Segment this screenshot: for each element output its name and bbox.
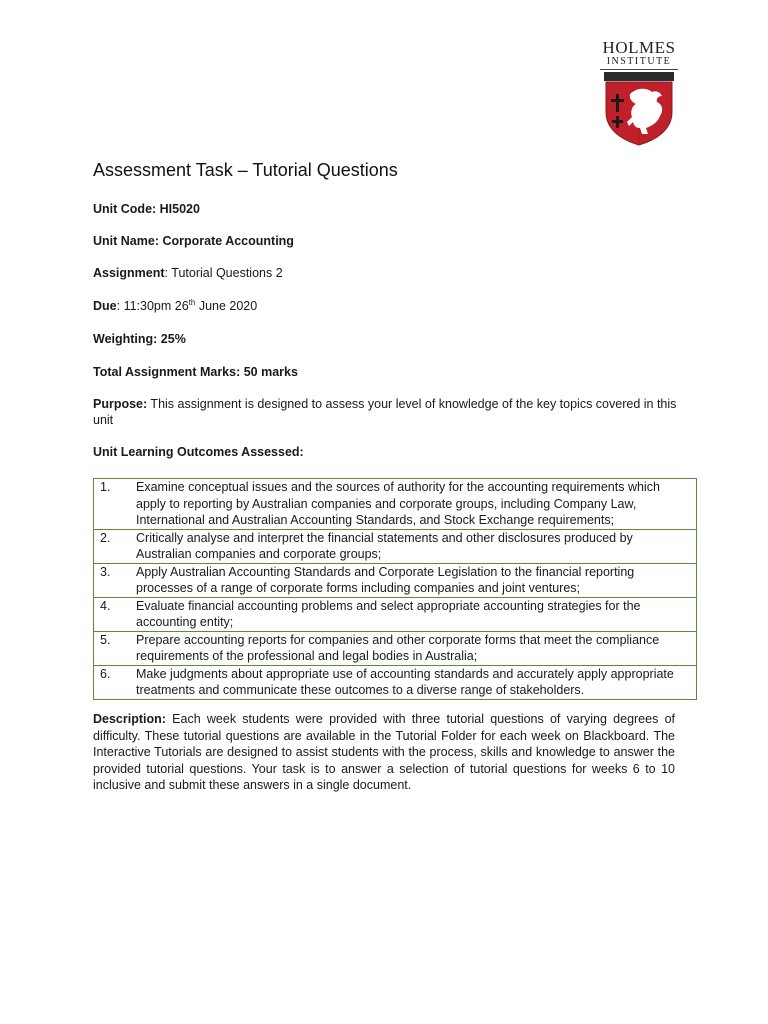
unit-name [93,233,294,249]
outcome-text: Prepare accounting reports for companies and other corporate forms that meet the compliance requirements of the professional and legal bodies in Australia; [136,631,697,665]
outcome-text: Apply Australian Accounting Standards and Corporate Legislation to the financial reporting processes of a range of corporate forms including companies and joint ventures; [136,563,697,597]
due-month-year: June 2020 [195,299,258,313]
outcome-text: Evaluate financial accounting problems and select appropriate accounting strategies for the accounting entity; [136,597,697,631]
assignment-label: Assignment [93,266,165,280]
outcome-text: Critically analyse and interpret the financial statements and other disclosures produced by Australian companies and corporate groups; [136,529,697,563]
total-marks-label: Total Assignment Marks: 50 marks [93,365,298,379]
description-paragraph [93,711,675,794]
outcome-number: 1. [94,479,137,530]
outcome-number: 2. [94,529,137,563]
assignment-field [93,265,283,281]
unit-name-label: Unit Name: Corporate Accounting [93,234,294,248]
outcome-number: 6. [94,665,137,699]
unit-code-label: Unit Code: HI5020 [93,202,200,216]
due-ordinal: th [188,297,196,307]
table-row [94,563,697,597]
assignment-value: : Tutorial Questions 2 [164,266,283,280]
outcome-number: 5. [94,631,137,665]
description-label: Description: [93,712,166,726]
page-title: Assessment Task – Tutorial Questions [93,160,398,180]
logo-name: HOLMES [602,38,676,57]
purpose-paragraph [93,396,683,428]
outcome-number: 4. [94,597,137,631]
shield-crest-icon [602,72,676,146]
table-row [94,479,697,530]
table-row [94,597,697,631]
description-text: Each week students were provided with three tutorial questions of varying degrees of difficulty. These tutorial questions are available in the Tutorial Folder for each week on Blackboard. The Interactive Tutorials are designed to assist students with the process, skills and knowledge to answer the provided tutorial questions. Your task is to answer a selection of tutorial questions for weeks 6 to 10 inclusive and submit these answers in a single document. [93,712,675,793]
unit-code [93,201,200,217]
purpose-label: Purpose: [93,397,148,411]
holmes-institute-logo [598,40,680,146]
logo-subtitle: INSTITUTE [600,56,678,70]
weighting-label: Weighting: 25% [93,332,186,346]
table-row [94,665,697,699]
weighting-field [93,331,186,347]
outcome-number: 3. [94,563,137,597]
learning-outcomes-table [93,478,697,700]
outcome-text: Make judgments about appropriate use of accounting standards and accurately apply appropriate treatments and communicate these outcomes to a diverse range of stakeholders. [136,665,697,699]
due-label: Due [93,299,117,313]
due-field [93,298,257,314]
due-value: : 11:30pm 26 [116,299,189,313]
total-marks-field [93,364,298,380]
learning-outcomes-heading: Unit Learning Outcomes Assessed: [93,445,304,459]
table-row [94,631,697,665]
outcome-text: Examine conceptual issues and the sources of authority for the accounting requirements which apply to reporting by Australian companies and corporate groups, including Company Law, International and Australian Accounting Standards, and Stock Exchange requirements; [136,479,697,530]
purpose-text: This assignment is designed to assess your level of knowledge of the key topics covered in this unit [93,397,677,427]
table-row [94,529,697,563]
